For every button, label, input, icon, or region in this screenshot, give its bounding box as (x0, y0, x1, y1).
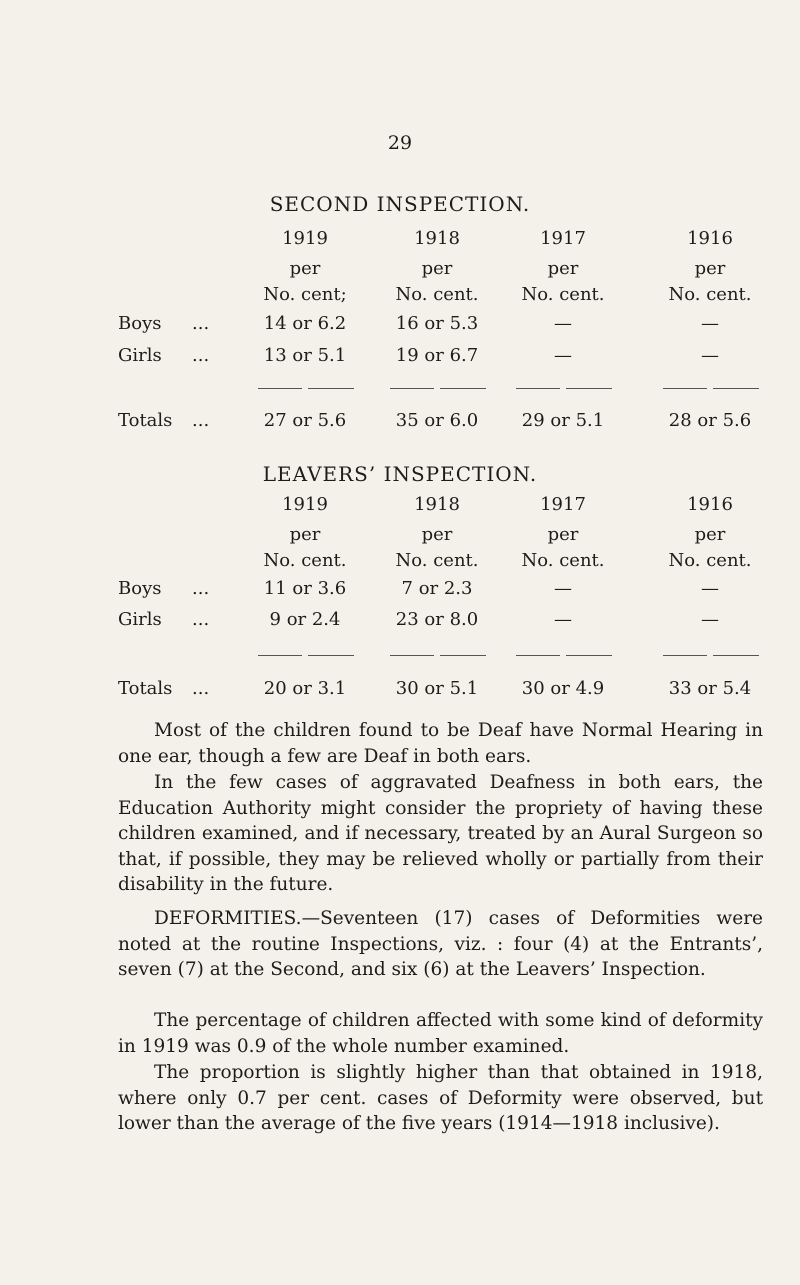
row-leader-dots: ... (192, 578, 210, 599)
table-cell: — (701, 345, 719, 366)
per-col-3: per (547, 258, 579, 279)
unit-col-4: No. cent. (668, 550, 752, 571)
sum-rule (663, 655, 759, 656)
unit-col-4: No. cent. (668, 284, 752, 305)
header-years (0, 494, 800, 518)
table-cell: 30 or 5.1 (395, 678, 479, 699)
paragraph-deafness-summary: Most of the children found to be Deaf have Normal Hearing in one ear, though a few are Deaf in both ears. (118, 720, 763, 767)
table-cell: — (554, 345, 572, 366)
table-cell: 14 or 6.2 (263, 313, 347, 334)
second-inspection-title: SECOND INSPECTION. (269, 192, 531, 216)
row-leader-dots: ... (192, 313, 210, 334)
row-leader-dots: ... (192, 678, 210, 699)
table-row-boys (0, 578, 800, 602)
table-cell: 35 or 6.0 (395, 410, 479, 431)
per-col-3: per (547, 524, 579, 545)
paragraph-deformity-percentage: The percentage of children affected with some kind of deformity in 1919 was 0.9 of the whole number examined. (118, 1010, 763, 1057)
sum-rule (390, 388, 486, 389)
leavers-inspection-title: LEAVERS’ INSPECTION. (262, 462, 538, 486)
table-row-totals (0, 410, 800, 434)
table-row-girls (0, 609, 800, 633)
page-number: 29 (387, 132, 413, 154)
row-leader-dots: ... (192, 345, 210, 366)
row-label: Boys (118, 313, 162, 334)
table-row-totals (0, 678, 800, 702)
sum-rule (516, 388, 612, 389)
row-label: Boys (118, 578, 162, 599)
sum-rule (258, 655, 354, 656)
table-cell: — (554, 313, 572, 334)
table-cell: 28 or 5.6 (668, 410, 752, 431)
table-cell: 33 or 5.4 (668, 678, 752, 699)
sum-rule (390, 655, 486, 656)
paragraph-deformity-proportion: The proportion is slightly higher than that obtained in 1918, where only 0.7 per cent. cases of Deformity were observed, but lower than the average of the five years (1914—1918 inclusive). (118, 1062, 763, 1134)
table-row-girls (0, 345, 800, 369)
per-col-4: per (694, 524, 726, 545)
header-per (0, 524, 800, 548)
unit-col-1: No. cent. (263, 550, 347, 571)
table-row-boys (0, 313, 800, 337)
per-col-1: per (289, 258, 321, 279)
year-col-2: 1918 (414, 228, 460, 249)
table-cell: 19 or 6.7 (395, 345, 479, 366)
header-units (0, 284, 800, 308)
unit-col-3: No. cent. (521, 284, 605, 305)
unit-col-2: No. cent. (395, 284, 479, 305)
sum-rule (663, 388, 759, 389)
table-cell: 20 or 3.1 (263, 678, 347, 699)
table-cell: 29 or 5.1 (521, 410, 605, 431)
table-cell: 9 or 2.4 (269, 609, 341, 630)
sum-rule (258, 388, 354, 389)
row-label: Totals (118, 678, 173, 699)
table-cell: — (701, 313, 719, 334)
year-col-4: 1916 (687, 494, 733, 515)
per-col-1: per (289, 524, 321, 545)
table-cell: 13 or 5.1 (263, 345, 347, 366)
per-col-2: per (421, 524, 453, 545)
header-years (0, 228, 800, 252)
per-col-2: per (421, 258, 453, 279)
table-cell: — (701, 609, 719, 630)
paragraph-deformities: DEFORMITIES.—Seventeen (17) cases of Deformities were noted at the routine Inspections, viz. : four (4) at the Entrants’, seven (7) at the Second, and six (6) at the Leavers’ Inspection. (118, 908, 763, 980)
per-col-4: per (694, 258, 726, 279)
row-label: Totals (118, 410, 173, 431)
header-units (0, 550, 800, 574)
table-cell: 30 or 4.9 (521, 678, 605, 699)
table-cell: — (701, 578, 719, 599)
table-cell: — (554, 609, 572, 630)
year-col-1: 1919 (282, 494, 328, 515)
year-col-1: 1919 (282, 228, 328, 249)
year-col-2: 1918 (414, 494, 460, 515)
year-col-4: 1916 (687, 228, 733, 249)
table-cell: 23 or 8.0 (395, 609, 479, 630)
row-leader-dots: ... (192, 410, 210, 431)
table-cell: — (554, 578, 572, 599)
table-cell: 7 or 2.3 (401, 578, 473, 599)
unit-col-3: No. cent. (521, 550, 605, 571)
table-cell: 11 or 3.6 (263, 578, 347, 599)
unit-col-2: No. cent. (395, 550, 479, 571)
table-cell: 27 or 5.6 (263, 410, 347, 431)
sum-rule (516, 655, 612, 656)
paragraph-aggravated-deafness: In the few cases of aggravated Deafness in both ears, the Education Authority might consider the propriety of having these children examined, and if necessary, treated by an Aural Surgeon so that, if possible, they may be relieved wholly or partially from their disability in the future. (118, 772, 763, 895)
year-col-3: 1917 (540, 228, 586, 249)
year-col-3: 1917 (540, 494, 586, 515)
row-label: Girls (118, 609, 162, 630)
table-cell: 16 or 5.3 (395, 313, 479, 334)
row-label: Girls (118, 345, 162, 366)
row-leader-dots: ... (192, 609, 210, 630)
unit-col-1: No. cent; (263, 284, 347, 305)
header-per (0, 258, 800, 282)
